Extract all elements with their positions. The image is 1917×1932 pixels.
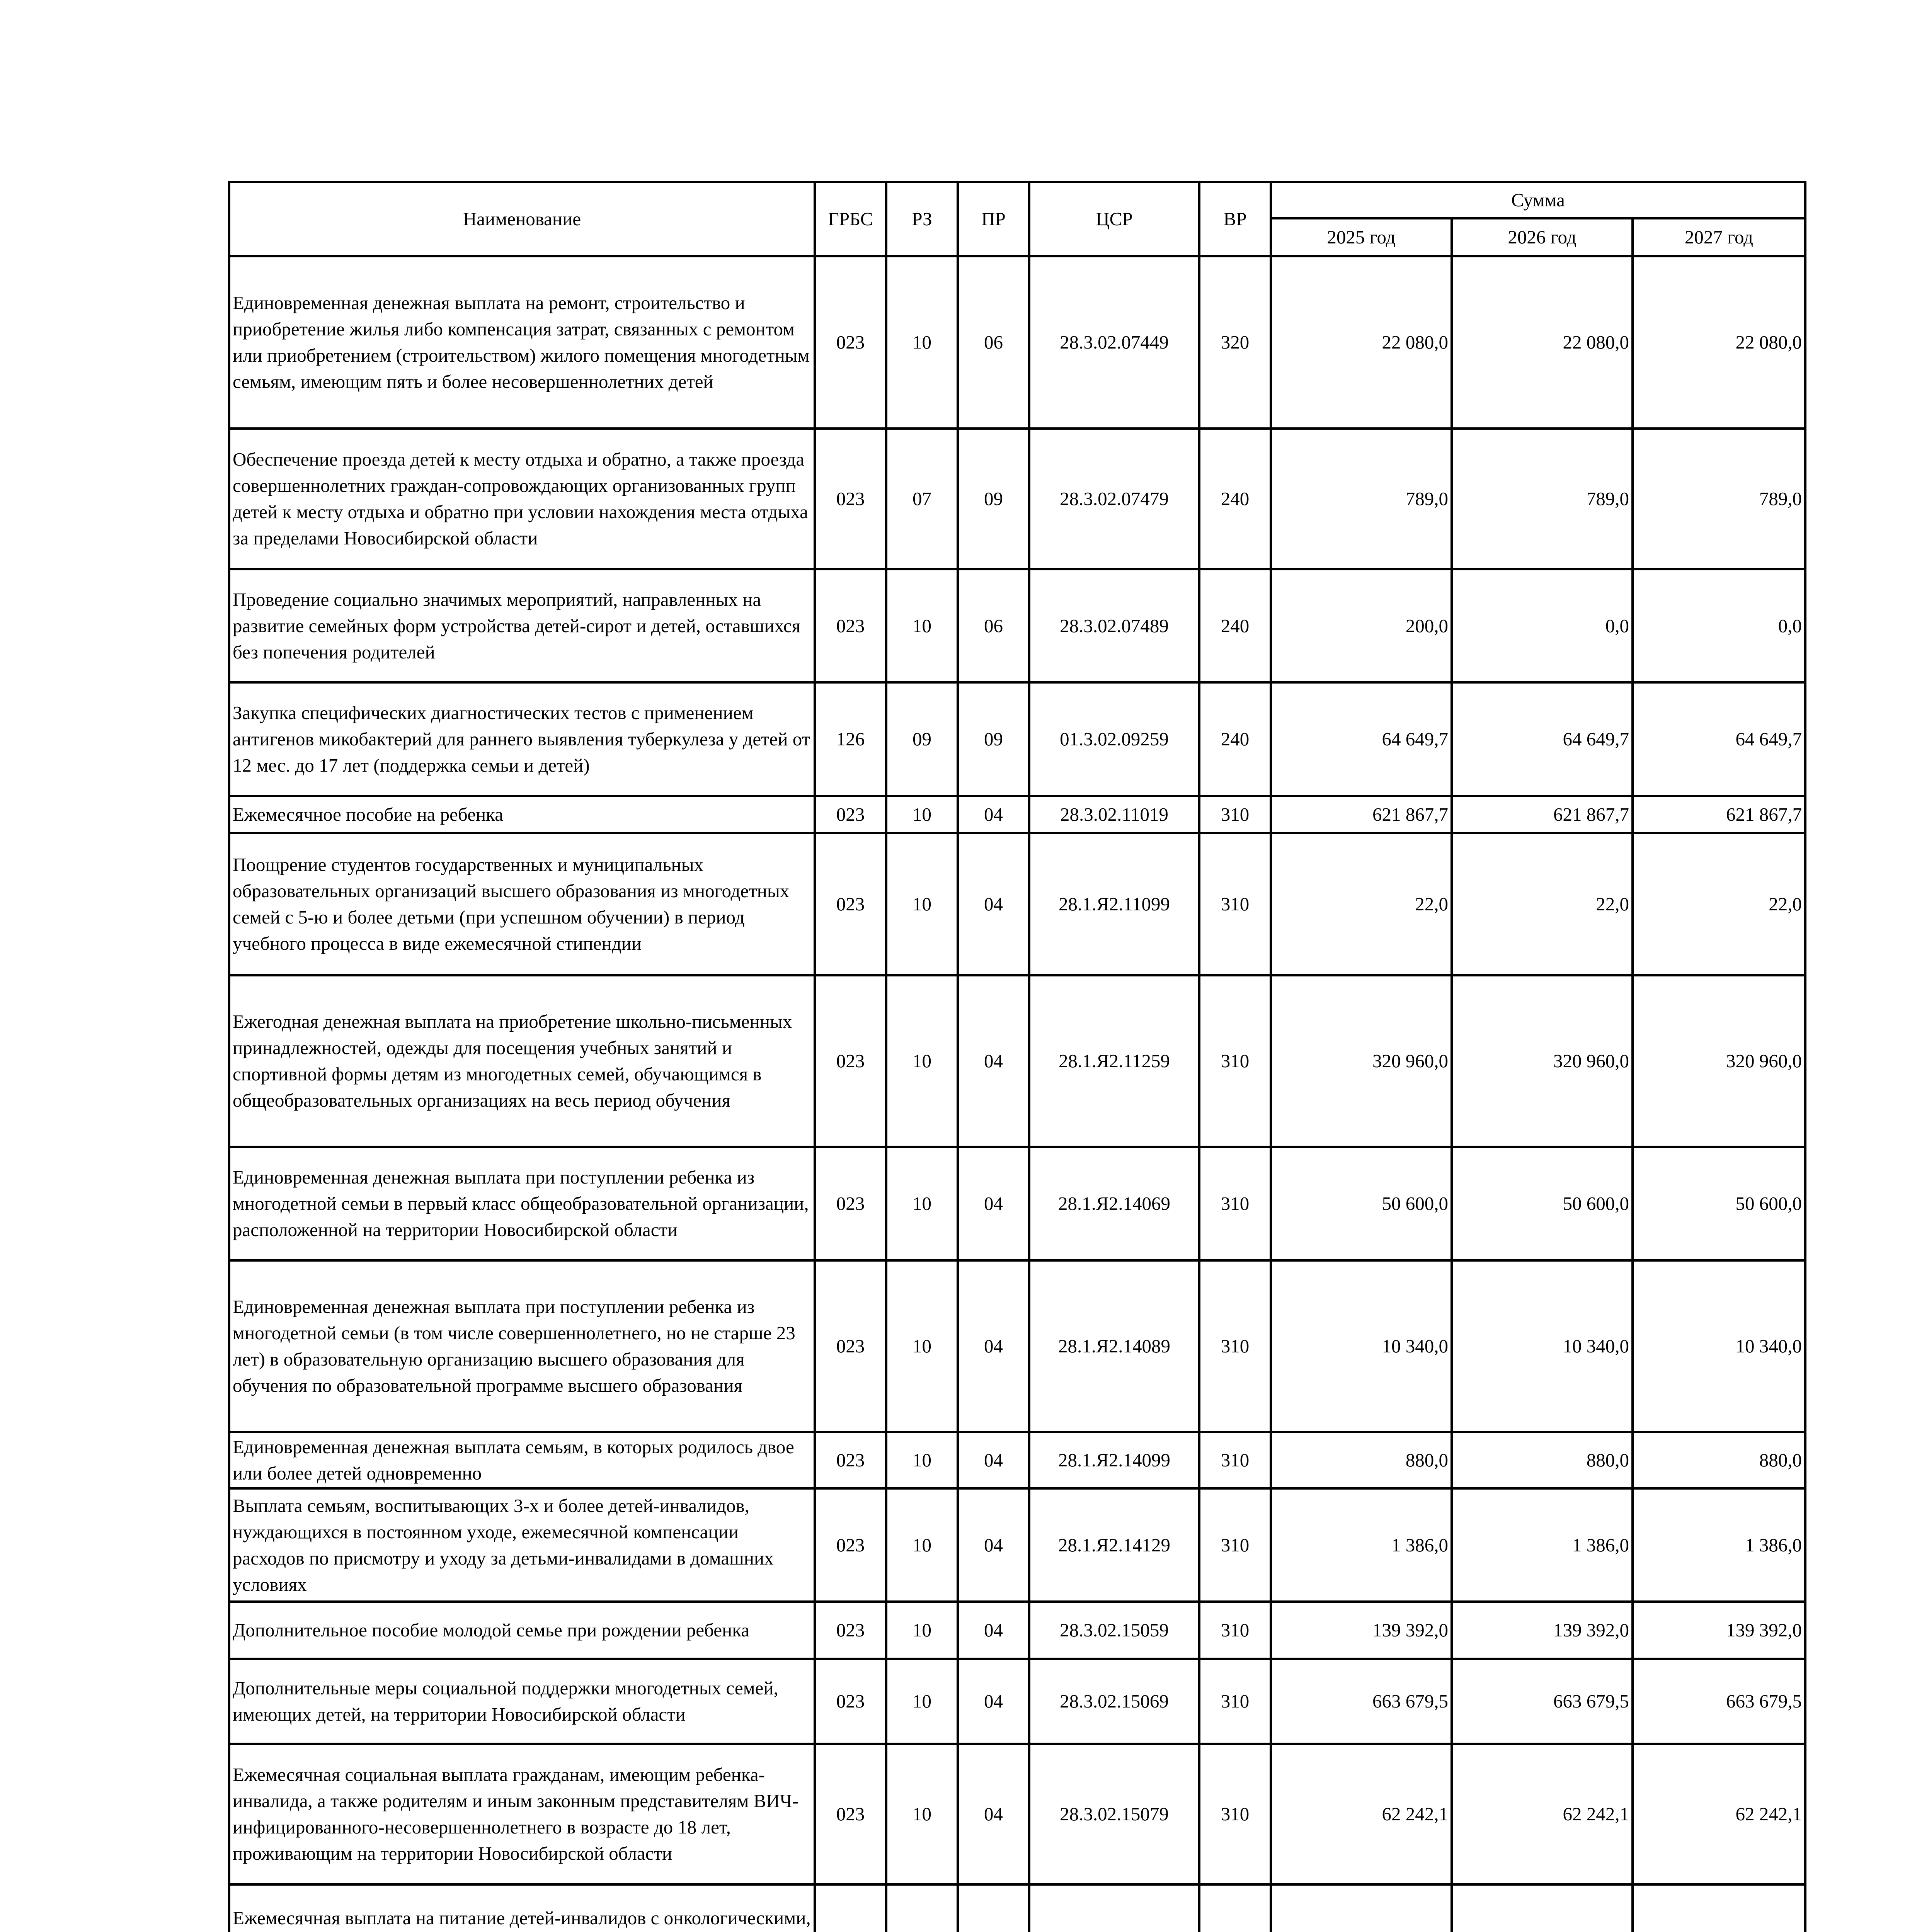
row-sum-2027: 0,0 [1633,569,1805,682]
row-grbs: 023 [815,1260,886,1432]
row-sum-2025: 22 080,0 [1271,256,1452,429]
row-rz: 10 [886,1744,958,1884]
row-name: Единовременная денежная выплата на ремонт, строительство и приобретение жилья либо компенсация затрат, связанных с ремонтом или приобретением (строительством) жилого помещения многодетным семьям, имеющим пять и более несовершеннолетних детей [229,256,815,429]
row-sum-2027: 880,0 [1633,1432,1805,1488]
row-sum-2025: 50 600,0 [1271,1147,1452,1260]
row-csr: 28.3.02.07489 [1029,569,1199,682]
row-sum-2026: 22,0 [1452,833,1633,975]
header-csr: ЦСР [1029,182,1199,256]
row-sum-2026: 663 679,5 [1452,1659,1633,1744]
header-sum: Сумма [1271,182,1805,218]
table-row [229,796,1805,833]
row-sum-2026: 1 386,0 [1452,1488,1633,1602]
table-row [229,1432,1805,1488]
row-name: Ежегодная денежная выплата на приобретение школьно-письменных принадлежностей, одежды для посещения учебных занятий и спортивной формы детям из многодетных семей, обучающимся в общеобразовательных организациях на весь период обучения [229,975,815,1147]
row-vr: 310 [1199,1260,1271,1432]
row-rz: 10 [886,975,958,1147]
header-name: Наименование [229,182,815,256]
row-csr: 28.3.02.15079 [1029,1744,1199,1884]
table-row [229,1260,1805,1432]
row-sum-2025: 64 649,7 [1271,682,1452,796]
row-pr: 09 [958,429,1029,569]
row-sum-2027 [1633,1884,1805,1932]
header-year-2026: 2026 год [1452,218,1633,256]
row-grbs: 023 [815,796,886,833]
row-grbs: 023 [815,569,886,682]
row-csr: 28.1.Я2.14129 [1029,1488,1199,1602]
header-pr: ПР [958,182,1029,256]
row-csr: 28.1.Я2.11259 [1029,975,1199,1147]
row-grbs: 023 [815,1432,886,1488]
row-pr: 04 [958,1432,1029,1488]
table-row [229,569,1805,682]
row-grbs: 023 [815,1659,886,1744]
row-name: Ежемесячное пособие на ребенка [229,796,815,833]
header-year-2025: 2025 год [1271,218,1452,256]
row-rz: 07 [886,429,958,569]
row-csr: 28.3.02.07449 [1029,256,1199,429]
row-sum-2026: 320 960,0 [1452,975,1633,1147]
row-name: Выплата семьям, воспитывающих 3-х и более детей-инвалидов, нуждающихся в постоянном уходе, ежемесячной компенсации расходов по присмотру и уходу за детьми-инвалидами в домашних условиях [229,1488,815,1602]
table-row [229,1659,1805,1744]
row-sum-2027: 50 600,0 [1633,1147,1805,1260]
row-sum-2027: 139 392,0 [1633,1602,1805,1659]
row-sum-2026 [1452,1884,1633,1932]
row-sum-2025: 62 242,1 [1271,1744,1452,1884]
row-pr: 04 [958,1602,1029,1659]
row-sum-2026: 50 600,0 [1452,1147,1633,1260]
row-sum-2027: 10 340,0 [1633,1260,1805,1432]
row-sum-2027: 22 080,0 [1633,256,1805,429]
table-row [229,975,1805,1147]
row-name: Единовременная денежная выплата при поступлении ребенка из многодетной семьи в первый класс общеобразовательной организации, расположенной на территории Новосибирской области [229,1147,815,1260]
row-vr: 310 [1199,833,1271,975]
row-vr: 240 [1199,682,1271,796]
row-csr: 28.1.Я2.14089 [1029,1260,1199,1432]
row-sum-2027: 64 649,7 [1633,682,1805,796]
row-sum-2025: 200,0 [1271,569,1452,682]
header-rz: РЗ [886,182,958,256]
row-vr: 310 [1199,1602,1271,1659]
row-vr: 310 [1199,1147,1271,1260]
row-sum-2025: 320 960,0 [1271,975,1452,1147]
row-sum-2026: 64 649,7 [1452,682,1633,796]
table-row [229,429,1805,569]
row-grbs: 023 [815,1602,886,1659]
row-vr: 320 [1199,256,1271,429]
header-vr: ВР [1199,182,1271,256]
row-pr: 06 [958,256,1029,429]
row-rz: 09 [886,682,958,796]
row-csr: 28.1.Я2.14069 [1029,1147,1199,1260]
budget-table [228,181,1806,1932]
row-csr: 28.1.Я2.11099 [1029,833,1199,975]
row-csr [1029,1884,1199,1932]
row-vr: 240 [1199,429,1271,569]
row-name: Единовременная денежная выплата при поступлении ребенка из многодетной семьи (в том числе совершеннолетнего, но не старше 23 лет) в образовательную организацию высшего образования для обучения по образовательной программе высшего образования [229,1260,815,1432]
table-row [229,256,1805,429]
row-vr: 310 [1199,1744,1271,1884]
row-csr: 01.3.02.09259 [1029,682,1199,796]
row-csr: 28.3.02.07479 [1029,429,1199,569]
row-csr: 28.1.Я2.14099 [1029,1432,1199,1488]
row-rz: 10 [886,569,958,682]
row-pr: 04 [958,1488,1029,1602]
row-grbs [815,1884,886,1932]
row-rz: 10 [886,1432,958,1488]
row-vr: 310 [1199,1432,1271,1488]
header-year-2027: 2027 год [1633,218,1805,256]
row-name: Единовременная денежная выплата семьям, в которых родилось двое или более детей одновременно [229,1432,815,1488]
table-row [229,1602,1805,1659]
row-name: Ежемесячная социальная выплата гражданам, имеющим ребенка-инвалида, а также родителям и иным законным представителям ВИЧ-инфицированного-несовершеннолетнего в возрасте до 18 лет, проживающим на территории Новосибирской области [229,1744,815,1884]
row-sum-2026: 789,0 [1452,429,1633,569]
row-rz: 10 [886,833,958,975]
row-rz: 10 [886,1147,958,1260]
row-rz: 10 [886,1260,958,1432]
row-vr: 310 [1199,796,1271,833]
row-sum-2026: 10 340,0 [1452,1260,1633,1432]
row-sum-2025: 10 340,0 [1271,1260,1452,1432]
row-csr: 28.3.02.11019 [1029,796,1199,833]
row-sum-2025: 139 392,0 [1271,1602,1452,1659]
row-vr: 310 [1199,975,1271,1147]
row-sum-2025: 1 386,0 [1271,1488,1452,1602]
row-grbs: 023 [815,833,886,975]
row-pr: 04 [958,1744,1029,1884]
table-row [229,682,1805,796]
row-csr: 28.3.02.15069 [1029,1659,1199,1744]
row-rz: 10 [886,256,958,429]
row-grbs: 023 [815,429,886,569]
row-sum-2026: 0,0 [1452,569,1633,682]
row-grbs: 126 [815,682,886,796]
row-pr: 06 [958,569,1029,682]
row-rz [886,1884,958,1932]
row-sum-2027: 22,0 [1633,833,1805,975]
row-sum-2027: 789,0 [1633,429,1805,569]
row-grbs: 023 [815,1488,886,1602]
row-sum-2026: 22 080,0 [1452,256,1633,429]
row-name: Проведение социально значимых мероприятий, направленных на развитие семейных форм устройства детей-сирот и детей, оставшихся без попечения родителей [229,569,815,682]
row-sum-2025: 880,0 [1271,1432,1452,1488]
table-row [229,1744,1805,1884]
row-name: Обеспечение проезда детей к месту отдыха и обратно, а также проезда совершеннолетних граждан-сопровождающих организованных групп детей к месту отдыха и обратно при условии нахождения места отдыха за пределами Новосибирской области [229,429,815,569]
row-pr [958,1884,1029,1932]
row-rz: 10 [886,1488,958,1602]
row-sum-2026: 880,0 [1452,1432,1633,1488]
row-vr: 240 [1199,569,1271,682]
row-name: Дополнительные меры социальной поддержки многодетных семей, имеющих детей, на территории Новосибирской области [229,1659,815,1744]
row-vr: 310 [1199,1488,1271,1602]
row-pr: 04 [958,1147,1029,1260]
row-grbs: 023 [815,1147,886,1260]
row-sum-2025: 789,0 [1271,429,1452,569]
row-grbs: 023 [815,975,886,1147]
row-rz: 10 [886,1602,958,1659]
row-grbs: 023 [815,256,886,429]
row-name: Закупка специфических диагностических тестов с применением антигенов микобактерий для раннего выявления туберкулеза у детей от 12 мес. до 17 лет (поддержка семьи и детей) [229,682,815,796]
table-row [229,1488,1805,1602]
table-row [229,1147,1805,1260]
table-row [229,1884,1805,1932]
row-sum-2027: 1 386,0 [1633,1488,1805,1602]
row-pr: 04 [958,833,1029,975]
row-sum-2025: 621 867,7 [1271,796,1452,833]
row-sum-2025: 663 679,5 [1271,1659,1452,1744]
row-sum-2026: 139 392,0 [1452,1602,1633,1659]
row-sum-2027: 621 867,7 [1633,796,1805,833]
table-row [229,833,1805,975]
row-csr: 28.3.02.15059 [1029,1602,1199,1659]
row-sum-2025: 22,0 [1271,833,1452,975]
row-name: Дополнительное пособие молодой семье при рождении ребенка [229,1602,815,1659]
row-vr: 310 [1199,1659,1271,1744]
row-pr: 04 [958,1260,1029,1432]
row-pr: 04 [958,1659,1029,1744]
row-grbs: 023 [815,1744,886,1884]
row-rz: 10 [886,796,958,833]
row-pr: 09 [958,682,1029,796]
row-sum-2026: 62 242,1 [1452,1744,1633,1884]
row-sum-2027: 663 679,5 [1633,1659,1805,1744]
row-pr: 04 [958,796,1029,833]
row-sum-2027: 320 960,0 [1633,975,1805,1147]
row-name: Поощрение студентов государственных и муниципальных образовательных организаций высшего образования из многодетных семей с 5-ю и более детьми (при успешном обучении) в период учебного процесса в виде ежемесячной стипендии [229,833,815,975]
row-pr: 04 [958,975,1029,1147]
row-vr [1199,1884,1271,1932]
row-sum-2026: 621 867,7 [1452,796,1633,833]
row-sum-2025 [1271,1884,1452,1932]
row-sum-2027: 62 242,1 [1633,1744,1805,1884]
header-grbs: ГРБС [815,182,886,256]
row-name: Ежемесячная выплата на питание детей-инвалидов с онкологическими, [229,1884,815,1932]
row-rz: 10 [886,1659,958,1744]
